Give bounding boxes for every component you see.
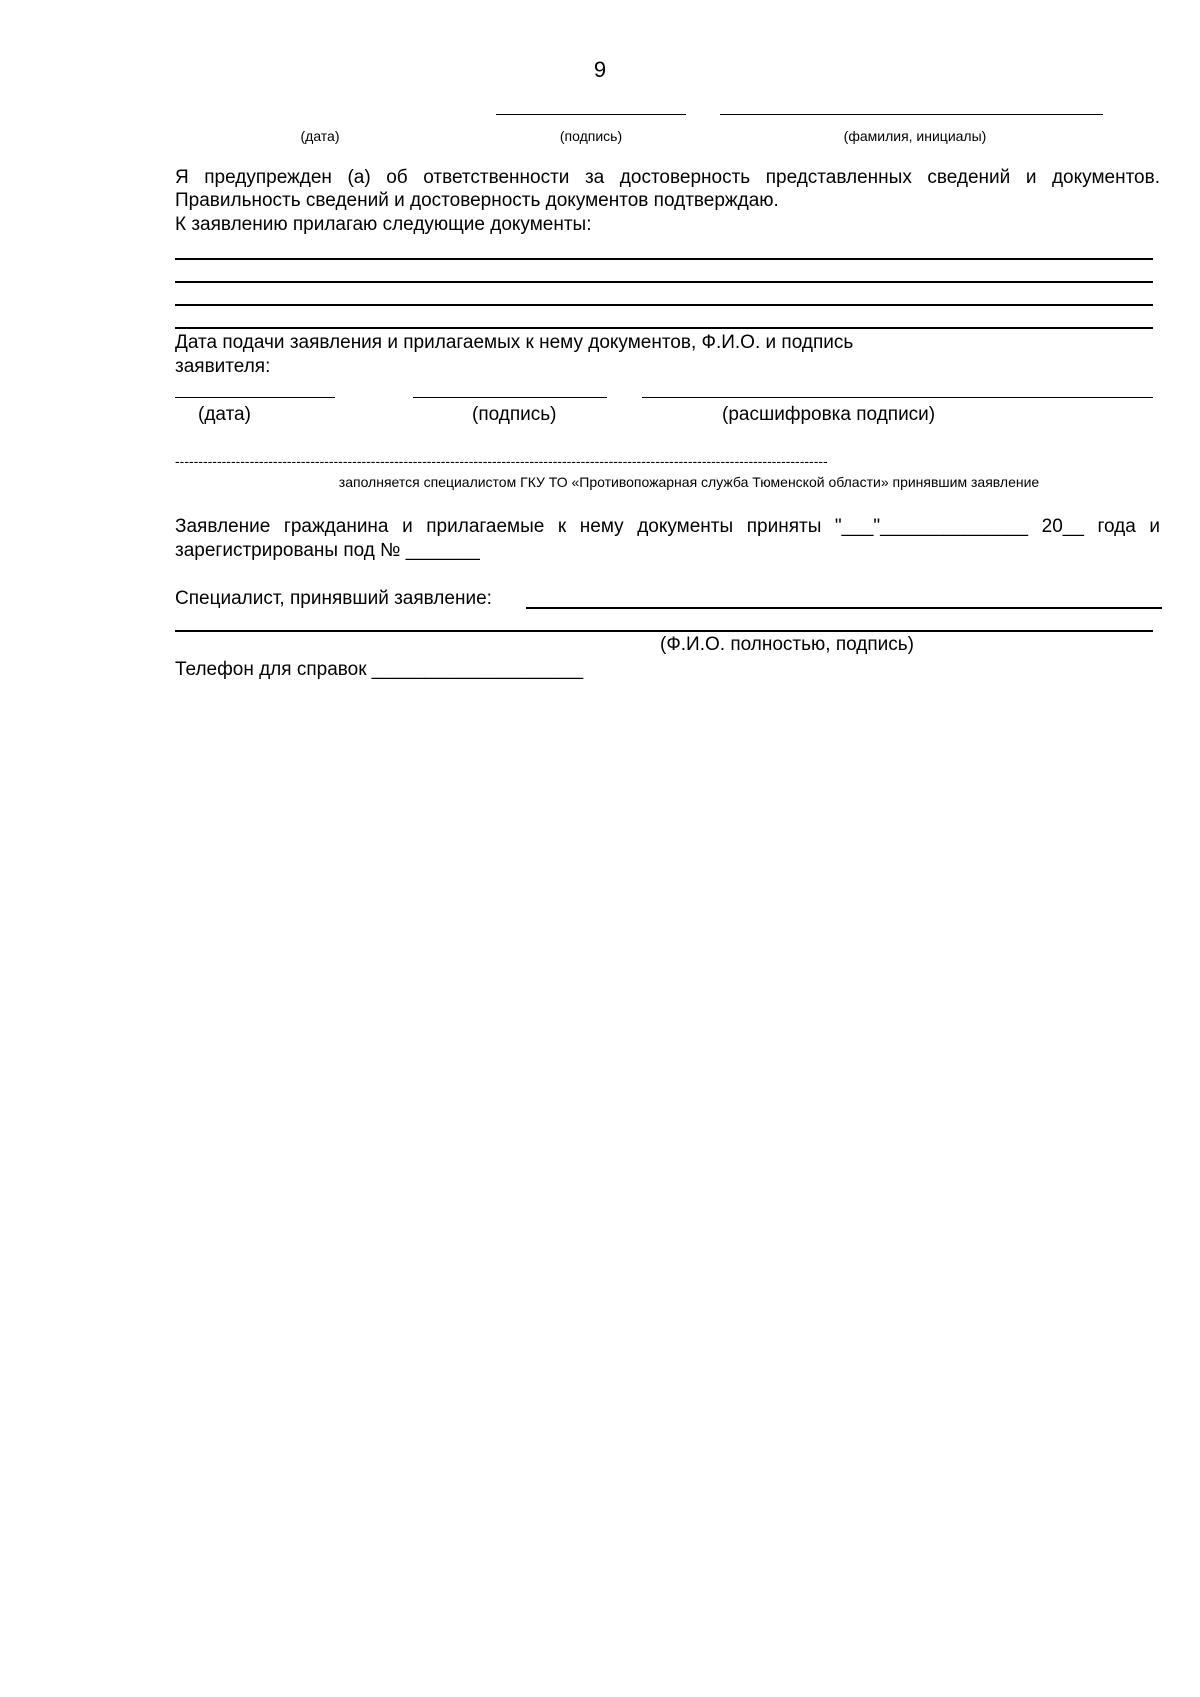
warning-line-1: Я предупрежден (а) об ответственности за достоверность представленных сведений и документов. — [175, 167, 1160, 188]
submission-line-2: заявителя: — [175, 356, 271, 377]
submission-signature-line — [413, 397, 607, 398]
specialist-label: Специалист, принявший заявление: — [175, 588, 492, 609]
documents-line-2 — [175, 281, 1153, 283]
documents-line-3 — [175, 304, 1153, 306]
specialist-fio-label: (Ф.И.О. полностью, подпись) — [660, 634, 914, 655]
top-signature-line — [496, 114, 686, 115]
top-signature-label: (подпись) — [559, 128, 623, 144]
specialist-second-line — [175, 630, 1153, 632]
submission-decoding-line — [642, 397, 1153, 398]
page-number: 9 — [593, 57, 607, 82]
submission-date-label: (дата) — [198, 404, 251, 425]
warning-line-2: Правильность сведений и достоверность документов подтверждаю. — [175, 190, 779, 211]
submission-line-1: Дата подачи заявления и прилагаемых к нему документов, Ф.И.О. и подпись — [175, 332, 854, 353]
documents-line-4 — [175, 327, 1153, 329]
submission-decoding-label: (расшифровка подписи) — [722, 404, 936, 425]
warning-line-3: К заявлению прилагаю следующие документы: — [175, 214, 592, 235]
registration-line-1: Заявление гражданина и прилагаемые к нему документы приняты "___"______________ 20__ года и — [175, 516, 1160, 537]
phone-label: Телефон для справок ____________________ — [175, 659, 584, 680]
registration-line-2: зарегистрированы под № _______ — [175, 540, 480, 561]
specialist-line — [526, 607, 1162, 609]
top-name-line — [720, 114, 1103, 115]
separator-dashes: -------------------------------------------------------------------------------------------------------------------------------------------- — [175, 453, 828, 469]
top-date-label: (дата) — [300, 128, 340, 144]
top-name-label: (фамилия, инициалы) — [843, 128, 987, 144]
submission-signature-label: (подпись) — [472, 404, 557, 425]
submission-date-line — [175, 397, 335, 398]
filled-by-note: заполняется специалистом ГКУ ТО «Противопожарная служба Тюменской области» принявшим заявление — [338, 474, 1040, 490]
documents-line-1 — [175, 258, 1153, 260]
